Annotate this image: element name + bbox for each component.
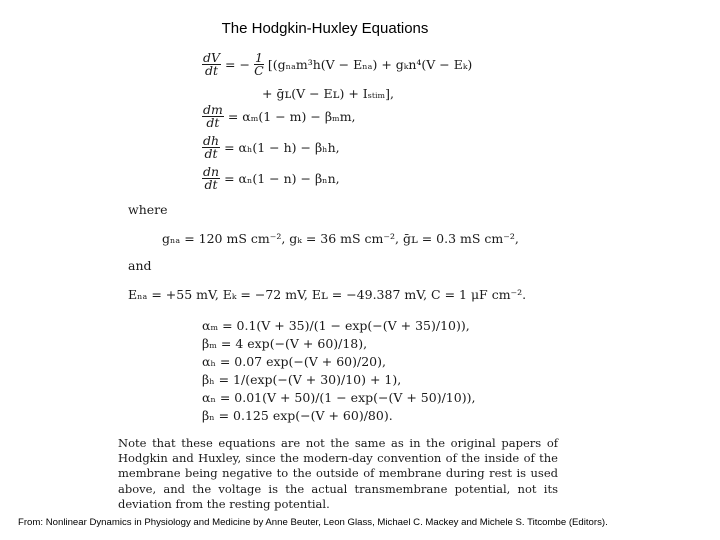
dv-rhs-line1: [(gₙₐm³h(V − Eₙₐ) + gₖn⁴(V − Eₖ) [267, 57, 473, 72]
one-numerator: 1 [254, 50, 263, 65]
scanned-equations-image [112, 42, 564, 516]
dn-rhs: = αₙ(1 − n) − βₙn, [224, 171, 340, 186]
dn-denominator: dt [204, 177, 218, 192]
rate-alpha-m: αₘ = 0.1(V + 35)/(1 − exp(−(V + 35)/10)), [202, 318, 470, 333]
dm-numerator: dm [203, 102, 223, 117]
dh-denominator: dt [204, 146, 218, 161]
rate-alpha-n: αₙ = 0.01(V + 50)/(1 − exp(−(V + 50)/10)), [202, 390, 476, 405]
conductances-line: gₙₐ = 120 mS cm⁻², gₖ = 36 mS cm⁻², ḡʟ = 0.3 mS cm⁻², [162, 231, 519, 246]
equals-minus: = − [225, 57, 250, 72]
dm-equation [202, 104, 356, 129]
c-denominator: C [254, 63, 264, 78]
rate-beta-h: βₕ = 1/(exp(−(V + 30)/10) + 1), [202, 372, 402, 387]
potentials-line: Eₙₐ = +55 mV, Eₖ = −72 mV, Eʟ = −49.387 mV, C = 1 μF cm⁻². [128, 287, 527, 302]
one-over-c-fraction [254, 52, 264, 77]
dh-rhs: = αₕ(1 − h) − βₕh, [224, 140, 340, 155]
citation-footer: From: Nonlinear Dynamics in Physiology and Medicine by Anne Beuter, Leon Glass, Michael C. Mackey and Michele S. Titcombe (Editors). [18, 517, 608, 528]
dn-equation [202, 166, 340, 191]
dv-rhs-line2: + ḡʟ(V − Eʟ) + Iₛₜᵢₘ], [262, 86, 395, 101]
dv-denominator: dt [205, 63, 219, 78]
dv-equation [202, 52, 472, 77]
dm-denominator: dt [206, 115, 220, 130]
rate-alpha-h: αₕ = 0.07 exp(−(V + 60)/20), [202, 354, 386, 369]
slide-title: The Hodgkin-Huxley Equations [221, 20, 429, 37]
where-label: where [128, 202, 168, 217]
dv-numerator: dV [203, 50, 221, 65]
rate-beta-n: βₙ = 0.125 exp(−(V + 60)/80). [202, 408, 393, 423]
dv-dt-fraction [202, 52, 221, 77]
dm-rhs: = αₘ(1 − m) − βₘm, [227, 109, 356, 124]
and-label: and [128, 258, 152, 273]
rate-beta-m: βₘ = 4 exp(−(V + 60)/18), [202, 336, 368, 351]
dh-equation [202, 135, 340, 160]
convention-note: Note that these equations are not the same as in the original papers of Hodgkin and Huxley, since the modern-day convention of the inside of the membrane being negative to the outside of membrane during rest is used above, and the voltage is the actual transmembrane potential, not its deviation from the resting potential. [118, 436, 558, 511]
dh-numerator: dh [203, 133, 220, 148]
dn-numerator: dn [203, 164, 220, 179]
dh-dt-fraction [202, 135, 220, 160]
dn-dt-fraction [202, 166, 220, 191]
dm-dt-fraction [202, 104, 224, 129]
